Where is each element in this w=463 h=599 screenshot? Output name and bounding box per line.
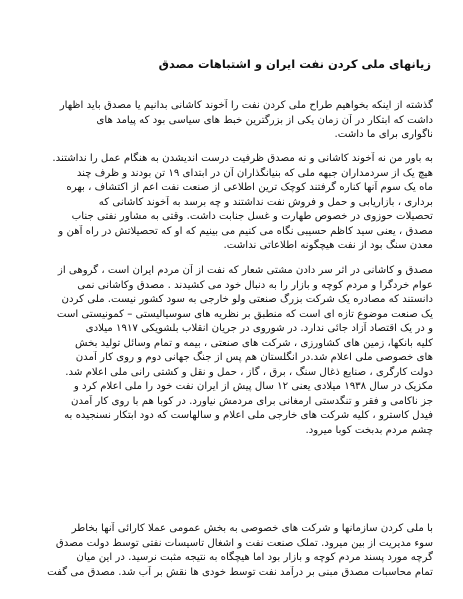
text-line: عوام خردگرا و مردم کوچه و بازار را به دنبال خود می کشیدند . مصدق وکاشانی نمی	[77, 279, 433, 291]
text-line: جز ناکامی و فقر و تنگدستی ارمغانی برای مردمش نیاورد. در کوبا هم با روی کار آمدن	[71, 395, 433, 407]
paragraph-1	[28, 99, 433, 143]
text-line: ناگواری برای ما داشت.	[334, 129, 433, 140]
text-line: چشم مردم بدبخت کوبا میرود.	[305, 424, 433, 436]
text-line: تمام محاسبات مصدق مبنی بر درآمد نفت توسط خودی ها نقش بر آب شد. مصدق می گفت	[47, 566, 433, 578]
text-line: به باور من نه آخوند کاشانی و نه مصدق ظرفیت درست اندیشدن به هنگام عمل را نداشتند.	[52, 153, 433, 164]
text-line: گذشته از اینکه بخواهیم طراح ملی کردن نفت را آخوند کاشانی بدانیم یا مصدق باید اظهار	[59, 100, 433, 111]
text-line: با ملی کردن سازمانها و شرکت های خصوصی به بخش عمومی عملا کارائی آنها بخاطر	[71, 523, 433, 534]
text-line: ماه یک سوم آنها کناره گرفتند کوچک ترین اطلاعی از صنعت نفت اعم از اکتشاف ، بهره	[66, 182, 433, 193]
text-line: فیدل کاسترو ، کلیه شرکت های خارجی ملی اعلام و سالهاست که دود ابتکار نسنجیده به	[64, 410, 433, 421]
text-line: مکزیک در سال ۱۹۳۸ میلادی یعنی ۱۲ سال پیش از ایران نفت خود را ملی اعلام کرد و	[73, 381, 433, 392]
text-line: مصدق ، یعنی سید کاظم حسیبی نگاه می کنیم می بینیم که او که تحصیلاتش در راه آهن و	[58, 225, 433, 237]
text-line: دولت کارگری ، صنایع ذغال سنگ ، برق ، گاز ، حمل و نقل و کشتی رانی ملی اعلام شد.	[65, 366, 433, 378]
paragraph-4	[28, 522, 433, 580]
text-line: کلیه بانکها، زمین های کشاورزی ، شرکت های صنعتی ، بیمه و تمام وسائل تولید بخش	[75, 337, 433, 349]
text-line: گرچه مورد پسند مردم کوچه و بازار بود اما هیچگاه به نتیجه مثبت نرسید. در این میان	[76, 552, 433, 563]
document-title: زیانهای ملی کردن نفت ایران و اشتباهات مصدق	[158, 57, 431, 71]
text-line: یک صنعت موضوع تازه ای است که منطبق بر نظریه های سوسیالیستی – کمونیستی است	[56, 308, 433, 320]
text-line: و در یک اقتصاد آزاد جائی ندارد. در شوروی در جریان انقلاب بلشویکی ۱۹۱۷ میلادی	[85, 323, 433, 334]
text-line: های خصوصی ملی اعلام شد.در انگلستان هم پس از جنگ جهانی دوم و روی کار آمدن	[75, 352, 433, 363]
text-line: دانستند که مصادره یک شرکت بزرگ صنعتی ولو خارجی به سود کشور نیست. ملی کردن	[61, 294, 433, 305]
paragraph-3	[28, 264, 433, 438]
text-line: هیچ یک از سردمداران جبهه ملی که بنیانگذاران آن در ابتدای ۱۹ تن بودند و ظرف چند	[76, 167, 433, 179]
paragraph-2	[28, 152, 433, 254]
text-line: برداری ، بازاریابی و حمل و فروش نفت نداشتند و چه برسد به آخوند کاشانی که	[98, 196, 433, 208]
text-line: مصدق و کاشانی در اثر سر دادن مشتی شعار که نفت از آن مردم ایران است ، گروهی از	[57, 265, 433, 276]
text-line: تحصیلات حوزوی در خصوص طهارت و غسل جنابت داشت. وقتی به مشاور نفتی جناب	[71, 211, 433, 222]
text-line: داشت که ابتکار در آن زمان یکی از بزرگترین خبط های سیاسی بود که پیامد های	[96, 114, 433, 126]
text-line: معدن سنگ بود از نفت هیچگونه اطلاعاتی نداشت.	[223, 240, 433, 251]
text-line: سوء مدیریت از بین میرود. تملک صنعت نفت و اشغال تاسیسات نفتی توسط دولت مصدق	[55, 537, 433, 549]
